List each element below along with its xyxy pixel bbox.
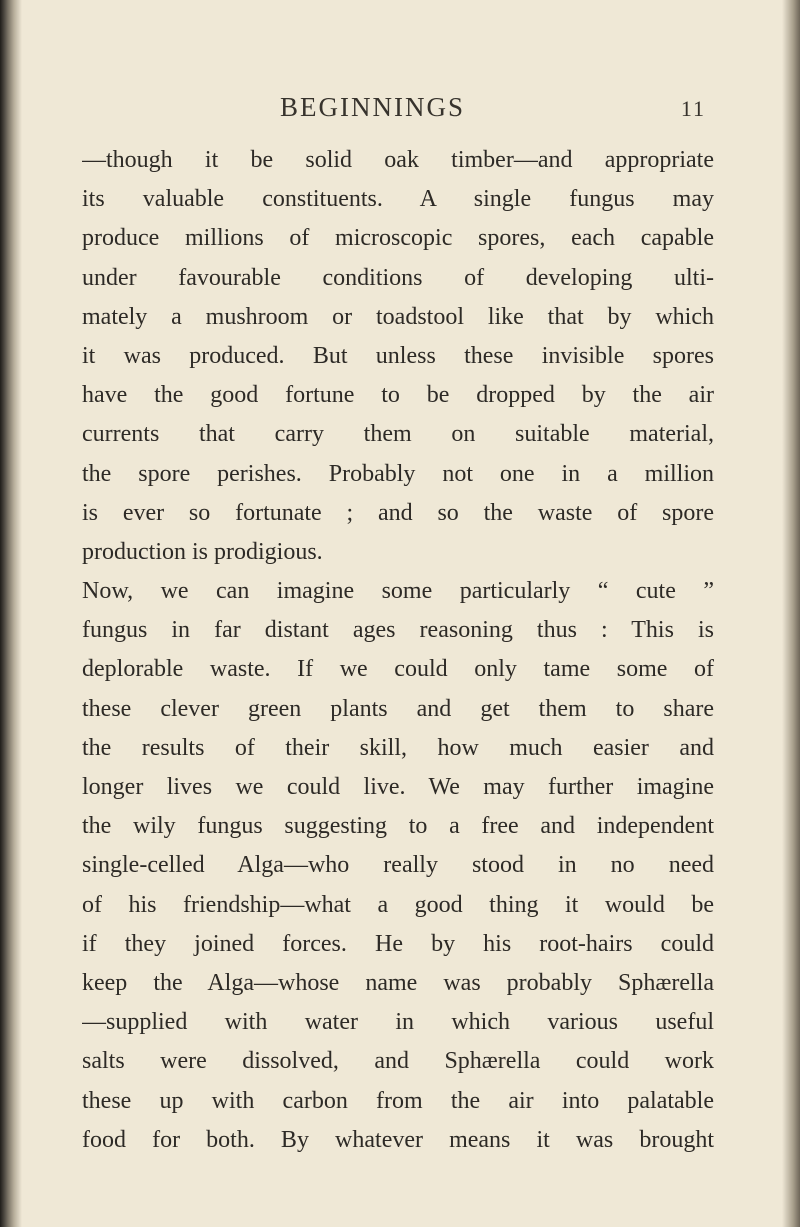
text-line-20: of his friendship—what a good thing it would be <box>82 891 714 918</box>
text-line-22: keep the Alga—whose name was probably Sphærella <box>82 969 714 996</box>
text-line-15: these clever green plants and get them to share <box>82 695 714 722</box>
text-line-4: under favourable conditions of developing ulti- <box>82 264 714 291</box>
book-page <box>82 91 714 1160</box>
text-line-11: production is prodigious. <box>82 538 323 565</box>
text-line-26: food for both. By whatever means it was brought <box>82 1126 714 1153</box>
page-number: 11 <box>680 96 706 121</box>
body-text <box>82 141 714 1160</box>
text-line-12: Now, we can imagine some particularly “ cute ” <box>82 578 714 605</box>
text-line-6: it was produced. But unless these invisible spores <box>82 342 714 369</box>
text-line-17: longer lives we could live. We may further imagine <box>82 774 714 800</box>
text-line-16: the results of their skill, how much easier and <box>82 734 714 761</box>
text-line-23: —supplied with water in which various useful <box>82 1009 714 1036</box>
text-line-14: deplorable waste. If we could only tame some of <box>82 656 714 683</box>
text-line-2: its valuable constituents. A single fungus may <box>82 186 714 213</box>
text-line-8: currents that carry them on suitable material, <box>82 421 714 448</box>
text-line-21: if they joined forces. He by his root-hairs could <box>82 930 714 957</box>
page-edge-shadow <box>782 0 800 1227</box>
text-line-10: is ever so fortunate ; and so the waste of spore <box>82 499 714 526</box>
text-line-18: the wily fungus suggesting to a free and independent <box>82 813 714 840</box>
text-line-19: single-celled Alga—who really stood in no need <box>82 852 714 879</box>
text-line-7: have the good fortune to be dropped by the air <box>82 382 714 409</box>
text-line-24: salts were dissolved, and Sphærella could work <box>82 1048 714 1075</box>
running-head <box>82 91 714 131</box>
text-line-5: mately a mushroom or toadstool like that by which <box>82 303 714 330</box>
text-line-1: —though it be solid oak timber—and appropriate <box>82 147 714 173</box>
text-line-13: fungus in far distant ages reasoning thus : This is <box>82 617 714 644</box>
text-line-25: these up with carbon from the air into palatable <box>82 1087 714 1114</box>
chapter-title: BEGINNINGS <box>280 92 465 122</box>
book-spine-shadow <box>0 0 22 1227</box>
text-line-9: the spore perishes. Probably not one in a million <box>82 460 714 487</box>
text-line-3: produce millions of microscopic spores, each capable <box>82 225 714 252</box>
